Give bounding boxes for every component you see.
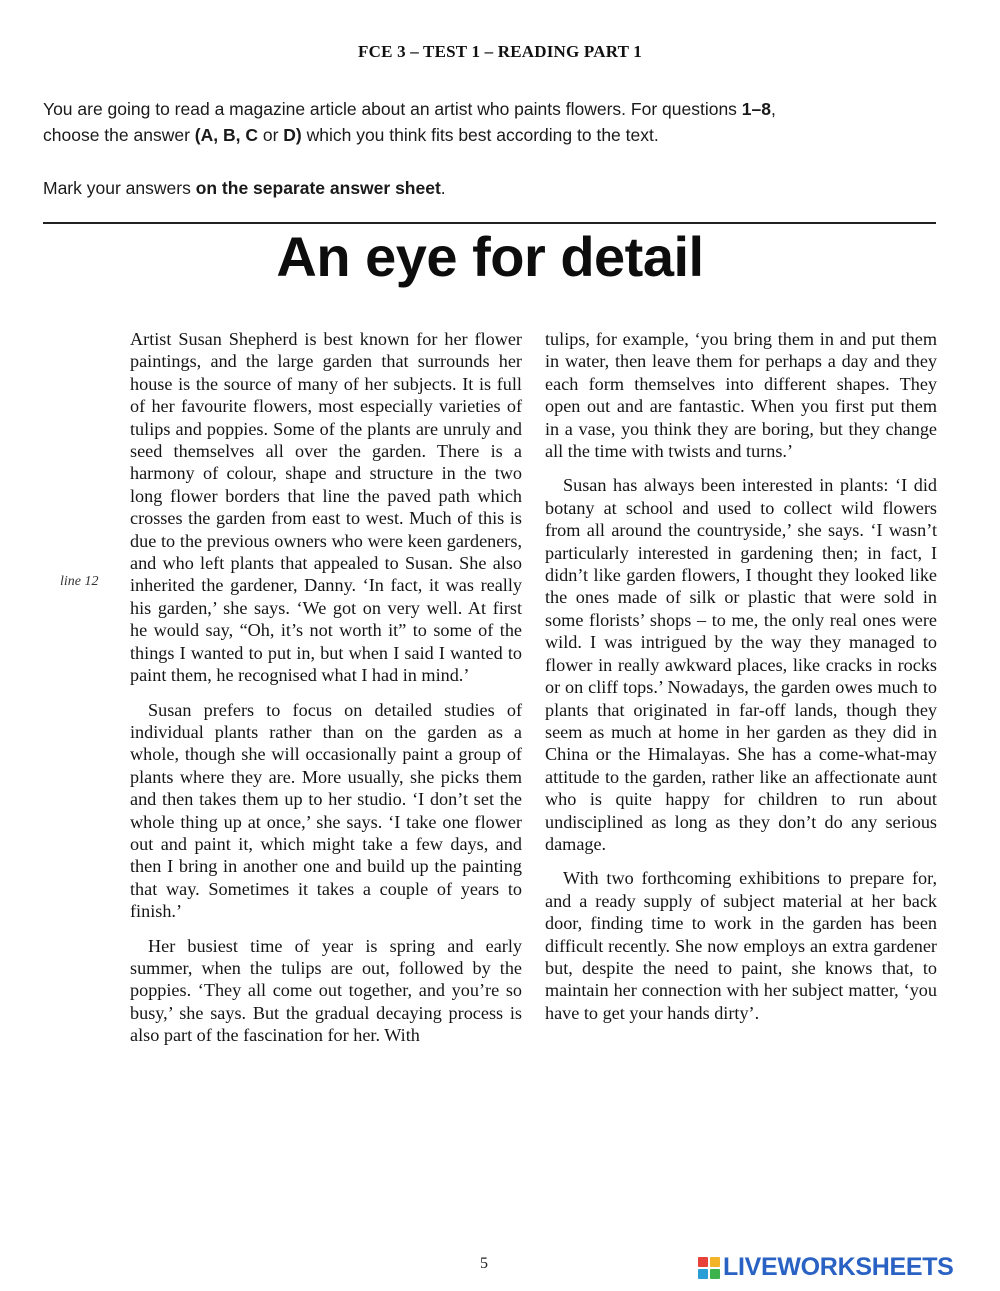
answer-options: D) (283, 125, 302, 145)
question-range: 1–8 (741, 99, 771, 119)
article-paragraph: Susan prefers to focus on detailed studies of individual plants rather than on the garden as a whole, though she will occasionally paint a group of plants where they are. More usually, she picks them and then takes them up to her studio. ‘I don’t set the whole thing up at once,’ she says. ‘I take one flower out and paint it, which might take a few days, and then I bring in another one and build up the painting that way. Sometimes it takes a couple of years to finish.’ (130, 699, 522, 922)
article-paragraph: tulips, for example, ‘you bring them in and put them in water, then leave them for perhaps a day and they each form themselves into different shapes. They open out and are fantastic. When you first put them in a vase, you think they are boring, but they change all the time with twists and turns.’ (545, 329, 937, 462)
instructions-text: . (440, 178, 446, 198)
page-header: FCE 3 – TEST 1 – READING PART 1 (358, 42, 642, 61)
instructions-text: choose the answer (43, 125, 195, 145)
instructions-text: Mark your answers (43, 178, 196, 198)
article-paragraph: With two forthcoming exhibitions to prepare for, and a ready supply of subject material at her back door, finding time to work in the garden has been difficult recently. She now employs an extra gardener but, despite the need to paint, she knows that, to maintain her connection with her subject matter, ‘you have to get your hands dirty’. (545, 868, 937, 1023)
logo-text: LIVEWORKSHEETS (723, 1253, 954, 1281)
instructions-line-2 (43, 122, 958, 148)
liveworksheets-logo[interactable] (698, 1253, 954, 1282)
line-marker: line 12 (60, 574, 99, 589)
answer-sheet-note: on the separate answer sheet (195, 178, 441, 198)
article-paragraph: Susan has always been interested in plants: ‘I did botany at school and used to collect wild flowers from all around the countryside,’ she says. ‘I wasn’t particularly interested in gardening then; in fact, I didn’t like garden flowers, I thought they looked like the ones made of silk or plastic that were sold in some florists’ shops – to me, the only real ones were wild. I was intrigued by the way they managed to flower in really awkward places, like cracks in rocks or on cliff tops.’ Nowadays, the garden owes much to plants that originated in far-off lands, though they seem as much at home in her garden as they did in China or the Himalayas. She has a come-what-may attitude to the garden, rather like an affectionate aunt who is quite happy for children to run about undisciplined as long as they don’t do any serious damage. (545, 475, 937, 854)
instructions-line-1 (43, 96, 958, 122)
logo-icon (698, 1257, 720, 1279)
logo-square-yellow (710, 1257, 720, 1267)
logo-square-green (710, 1269, 720, 1279)
article-paragraph: Her busiest time of year is spring and early summer, when the tulips are out, followed by the poppies. ‘They all come out together, and you’re so busy,’ she says. But the gradual decaying process is also part of the fascination for her. With (130, 935, 522, 1046)
article-column-right (545, 328, 937, 1036)
instructions-line-3 (43, 175, 958, 201)
answer-options: (A, B, C (194, 125, 258, 145)
article-column-left (130, 328, 522, 1059)
article-paragraph: Artist Susan Shepherd is best known for her flower paintings, and the large garden that surrounds her house is the source of many of her subjects. It is full of her favourite flowers, most especially varieties of tulips and poppies. Some of the plants are unruly and seed themselves all over the garden. There is a harmony of colour, shape and structure in the two long flower borders that line the paved path which crosses the garden from east to west. Much of this is due to the previous owners who were keen gardeners, and who left plants that appealed to Susan. She also inherited the gardener, Danny. ‘In fact, it was really his garden,’ she says. ‘We got on very well. At first he would say, “Oh, it’s not worth it” to some of the things I wanted to put in, but when I said I wanted to paint them, he recognised what I had in mind.’ (130, 329, 522, 686)
article-title: An eye for detail (276, 225, 704, 288)
instructions-text: You are going to read a magazine article about an artist who paints flowers. For questions (43, 99, 742, 119)
instructions-text: which you think fits best according to the text. (301, 125, 659, 145)
page-number: 5 (480, 1255, 488, 1272)
instructions-text: or (257, 125, 284, 145)
instructions-text: , (771, 99, 776, 119)
logo-square-red (698, 1257, 708, 1267)
logo-square-blue (698, 1269, 708, 1279)
